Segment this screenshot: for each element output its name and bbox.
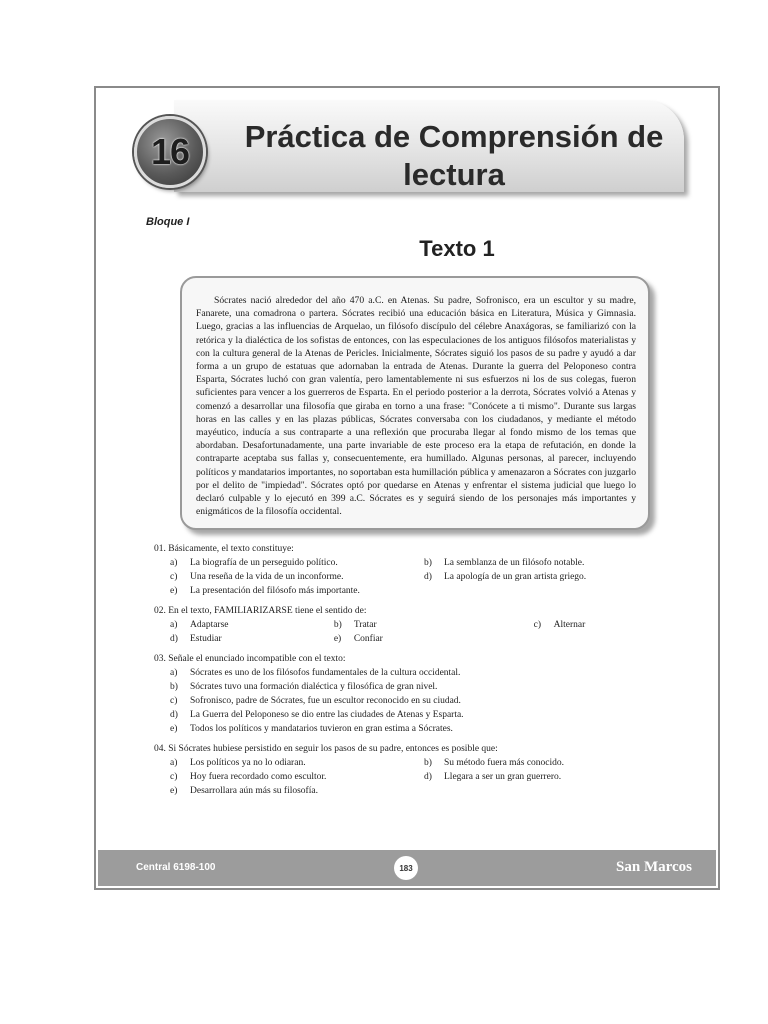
- option-text: La Guerra del Peloponeso se dio entre las ciudades de Atenas y Esparta.: [190, 710, 464, 720]
- page-title-line2: lectura: [403, 157, 505, 192]
- questions-section: [154, 544, 694, 806]
- option-c: [154, 572, 424, 582]
- option-letter: e): [170, 786, 178, 796]
- option-letter: a): [170, 558, 178, 568]
- option-e: [154, 786, 694, 796]
- option-a: [154, 668, 694, 678]
- option-a: [154, 758, 424, 768]
- page-title-line1: Práctica de Comprensión de: [244, 119, 664, 154]
- worksheet-page: [94, 86, 720, 890]
- question-04: [154, 744, 694, 800]
- option-text: Adaptarse: [190, 620, 229, 630]
- option-d: [424, 572, 694, 582]
- option-text: Tratar: [353, 620, 377, 630]
- option-letter: d): [170, 710, 178, 720]
- texto-title: Texto 1: [419, 236, 495, 261]
- option-text: Los políticos ya no lo odiaran.: [190, 758, 306, 768]
- option-letter: d): [424, 572, 432, 582]
- option-text: Confiar: [353, 634, 383, 644]
- footer-brand: San Marcos: [616, 859, 692, 875]
- option-b: [334, 620, 514, 630]
- option-a: [154, 558, 424, 568]
- option-letter: d): [424, 772, 432, 782]
- title-header: [134, 98, 686, 198]
- option-letter: c): [170, 696, 178, 706]
- option-c: [154, 696, 694, 706]
- question-stem: 04. Si Sócrates hubiese persistido en seguir los pasos de su padre, entonces es posible que:: [154, 744, 498, 754]
- option-d: [154, 710, 694, 720]
- option-letter: a): [170, 668, 178, 678]
- option-text: La apología de un gran artista griego.: [444, 572, 587, 582]
- footer-phone: Central 6198-100: [136, 862, 216, 873]
- reading-box: [180, 276, 650, 530]
- option-letter: e): [170, 724, 178, 734]
- option-text: Alternar: [553, 620, 586, 630]
- question-stem: 03. Señale el enunciado incompatible con el texto:: [154, 654, 346, 664]
- option-letter: e): [170, 586, 178, 596]
- option-text: Sócrates es uno de los filósofos fundamentales de la cultura occidental.: [190, 668, 461, 678]
- option-b: [154, 682, 694, 692]
- question-stem: 02. En el texto, FAMILIARIZARSE tiene el sentido de:: [154, 606, 367, 616]
- option-text: Hoy fuera recordado como escultor.: [190, 772, 327, 782]
- option-text: La biografía de un perseguido político.: [190, 558, 338, 568]
- page-footer: [98, 850, 716, 886]
- page-title: [224, 118, 684, 194]
- option-letter: c): [533, 620, 542, 630]
- option-letter: d): [170, 634, 178, 644]
- option-letter: c): [170, 772, 178, 782]
- option-letter: b): [424, 558, 432, 568]
- option-letter: b): [424, 758, 432, 768]
- reading-passage: Sócrates nació alrededor del año 470 a.C. en Atenas. Su padre, Sofronisco, era un escultor y su madre, Fanarete, una comadrona o partera. Sócrates recibió una educación básica en Literatura, Música y Gimnasia. Luego, gracias a las influencias de Arquelao, un filósofo discípulo del célebre Anaxágoras, se familiarizó con la retórica y la dialéctica de los sofistas de entonces, con las especulaciones de los antiguos filósofos materialistas y con la cultura general de la Atenas de Pericles. Inicialmente, Sócrates siguió los pasos de su padre y ayudó a dar forma a un grupo de estatuas que adornaban la entrada de Atenas. Durante la guerra del Peloponeso contra Esparta, Sócrates luchó con gran valentía, pero lamentablemente ni sus esfuerzos ni los de sus colegas, fueron suficientes para vencer a los guerreros de Esparta. En el periodo posterior a la derrota, Sócrates volvió a Atenas y comenzó a desarrollar una filosofía que giraba en torno a una frase: "Conócete a ti mismo". Durante sus largas horas en las calles y en las plazas públicas, Sócrates conversaba con los ciudadanos, y mediante el método mayéutico, inducía a sus contraparte a una reflexión que procuraba llegar al fondo mismo de los temas que abordaban. Desafortunadamente, una parte invariable de este proceso era la etapa de refutación, en donde la contraparte aceptaba sus fallas y, consecuentemente, era humillado. Algunas personas, al parecer, incluyendo políticos y mandatarios importantes, no soportaban esta humillación pública y amenazaron a Sócrates con juzgarlo por el delito de "impiedad". Sócrates optó por quedarse en Atenas y enfrentar el sistema judicial que luego lo declaró culpable y lo ejecutó en 399 a.C. Sócrates es y seguirá siendo de los personajes más importantes y enigmáticos de la filosofía occidental.: [196, 295, 636, 518]
- option-d: [154, 634, 334, 644]
- practice-number-badge: [134, 116, 206, 188]
- option-e: [154, 586, 694, 596]
- option-letter: a): [170, 620, 178, 630]
- option-letter: a): [170, 758, 178, 768]
- option-text: Sofronisco, padre de Sócrates, fue un escultor reconocido en su ciudad.: [190, 696, 461, 706]
- option-text: Una reseña de la vida de un inconforme.: [190, 572, 344, 582]
- option-c: [154, 772, 424, 782]
- question-03: [154, 654, 694, 738]
- question-01: [154, 544, 694, 600]
- option-letter: c): [170, 572, 178, 582]
- option-b: [424, 758, 694, 768]
- option-e: [334, 634, 514, 644]
- option-text: Llegara a ser un gran guerrero.: [444, 772, 562, 782]
- option-text: La presentación del filósofo más importante.: [190, 586, 360, 596]
- bloque-label: Bloque I: [146, 216, 190, 228]
- option-a: [154, 620, 334, 630]
- option-b: [424, 558, 694, 568]
- option-text: Estudiar: [190, 634, 222, 644]
- option-letter: e): [333, 634, 342, 644]
- option-text: Desarrollara aún más su filosofía.: [190, 786, 318, 796]
- option-text: Su método fuera más conocido.: [444, 758, 565, 768]
- option-letter: b): [170, 682, 178, 692]
- page-number: 183: [394, 856, 418, 880]
- question-stem: 01. Básicamente, el texto constituye:: [154, 544, 294, 554]
- question-02: [154, 606, 694, 648]
- option-e: [154, 724, 694, 734]
- option-text: La semblanza de un filósofo notable.: [444, 558, 585, 568]
- practice-number: 16: [150, 131, 190, 172]
- option-letter: b): [333, 620, 342, 630]
- option-d: [424, 772, 694, 782]
- option-text: Sócrates tuvo una formación dialéctica y filosófica de gran nivel.: [190, 682, 438, 692]
- option-text: Todos los políticos y mandatarios tuvieron en gran estima a Sócrates.: [190, 724, 453, 734]
- option-c: [514, 620, 694, 630]
